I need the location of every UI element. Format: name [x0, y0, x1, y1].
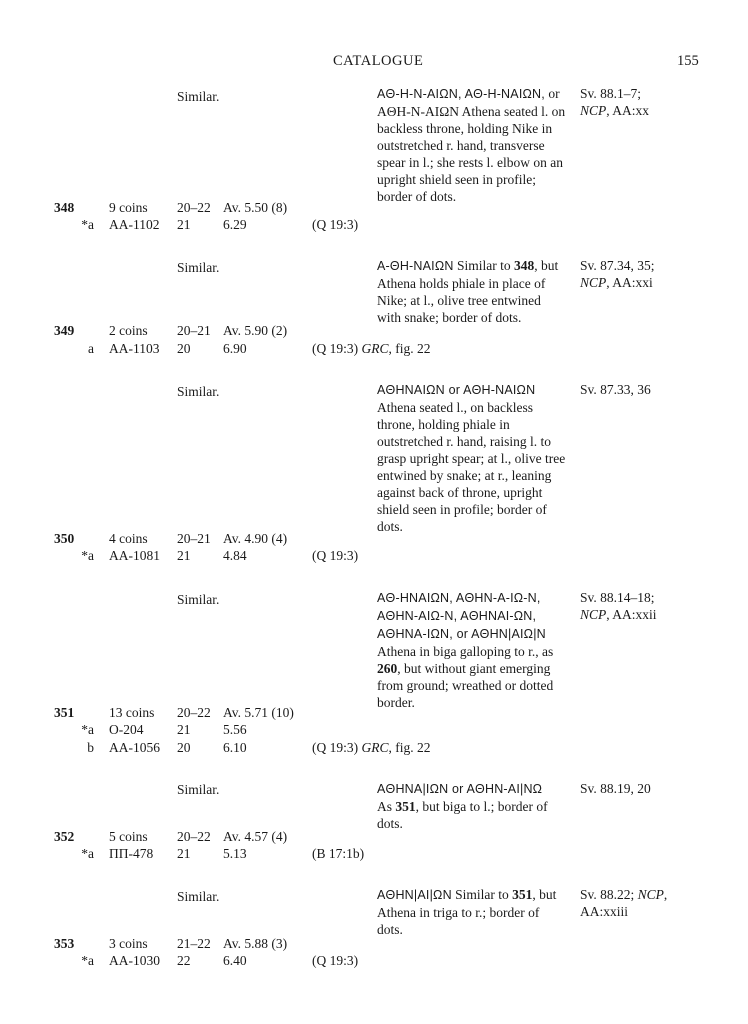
coin-count: 9 coins [109, 200, 148, 215]
plate-reference: (Q 19:3) [312, 548, 359, 563]
specimen-letter: *a [81, 953, 94, 968]
type-label: Similar. [177, 384, 220, 399]
specimen-weight: 6.40 [223, 953, 247, 968]
average-weight: Av. 4.57 (4) [223, 829, 288, 844]
plate-reference: (Q 19:3) [312, 953, 359, 968]
specimen-diameter: 21 [177, 846, 191, 861]
average-weight: Av. 5.71 (10) [223, 705, 294, 720]
specimen-weight: 4.84 [223, 548, 247, 563]
reference: Sv. 87.34, 35; NCP, AA:xxi [580, 258, 655, 290]
coin-count: 5 coins [109, 829, 148, 844]
specimen-diameter: 22 [177, 953, 191, 968]
average-weight: Av. 5.90 (2) [223, 323, 288, 338]
page-number: 155 [677, 53, 699, 69]
type-description: AΘHN|AI|ΩN Similar to 351, but Athena in triga to r.; border of dots. [377, 887, 557, 937]
coin-legend: AΘHNA|IΩN or AΘHN-AI|NΩ [377, 782, 543, 796]
description-text: or AΘH-N-AIΩN Athena seated l. on backless throne, holding Nike in outstretched r. hand, transverse spear in l.; she rests l. elbow on an upright shield seen in profile; border of dots. [377, 86, 566, 204]
coin-legend: AΘ-H-N-AIΩN, AΘ-H-NAIΩN, [377, 87, 545, 101]
specimen-weight: 6.29 [223, 217, 247, 232]
specimen-weight: 5.56 [223, 722, 247, 737]
coin-legend: AΘ-HNAIΩN, AΘHN-A-IΩ-N, AΘHN-AIΩ-N, AΘHNAI-ΩN, AΘHNA-IΩN, or AΘHN|AIΩ|N [377, 591, 546, 641]
type-description: A-ΘH-NAIΩN Similar to 348, but Athena holds phiale in place of Nike; at l., olive tree entwined with snake; border of dots. [377, 258, 559, 325]
catalogue-number: 349 [54, 323, 75, 338]
specimen-weight: 6.90 [223, 341, 247, 356]
coin-count: 2 coins [109, 323, 148, 338]
inventory-number: ΠΠ-478 [109, 846, 154, 861]
plate-reference: (Q 19:3) GRC, fig. 22 [312, 740, 431, 755]
inventory-number: AA-1081 [109, 548, 160, 563]
specimen-letter: *a [81, 846, 94, 861]
reference: Sv. 88.14–18; NCP, AA:xxii [580, 590, 657, 622]
type-label: Similar. [177, 260, 220, 275]
coin-legend: AΘHN|AI|ΩN [377, 888, 452, 902]
specimen-weight: 5.13 [223, 846, 247, 861]
type-description [377, 85, 567, 205]
type-description: AΘ-HNAIΩN, AΘHN-A-IΩ-N, AΘHN-AIΩ-N, AΘHNAI-ΩN, AΘHNA-IΩN, or AΘHN|AIΩ|N Athena in biga galloping to r., as 260, but without giant emerging from ground; wreathed or dotted border. [377, 591, 554, 710]
average-weight: Av. 5.50 (8) [223, 200, 288, 215]
type-description: AΘHNAIΩN or AΘH-NAIΩN Athena seated l., on backless throne, holding phiale in outstretched r. hand, raising l. to grasp upright spear; at l., olive tree entwined by snake; at r., leaning against back of throne, upright shield seen in profile; border of dots. [377, 383, 566, 534]
average-weight: Av. 5.88 (3) [223, 936, 288, 951]
inventory-number: AA-1103 [109, 341, 160, 356]
coin-legend: A-ΘH-NAIΩN [377, 259, 454, 273]
specimen-diameter: 21 [177, 217, 191, 232]
reference: Sv. 88.22; NCP, AA:xxiii [580, 887, 668, 919]
specimen-weight: 6.10 [223, 740, 247, 755]
type-label: Similar. [177, 782, 220, 797]
type-description: AΘHNA|IΩN or AΘHN-AI|NΩ As 351, but biga to l.; border of dots. [377, 782, 548, 831]
specimen-diameter: 21 [177, 722, 191, 737]
coin-count: 3 coins [109, 936, 148, 951]
catalogue-number: 348 [54, 200, 75, 215]
page-title: CATALOGUE [333, 53, 424, 69]
catalogue-number: 353 [54, 936, 75, 951]
type-label: Similar. [177, 889, 220, 904]
specimen-letter: b [87, 740, 94, 755]
catalogue-number: 351 [54, 705, 75, 720]
specimen-letter: a [88, 341, 94, 356]
catalogue-number: 350 [54, 531, 75, 546]
coin-count: 4 coins [109, 531, 148, 546]
diameter-range: 20–22 [177, 200, 211, 215]
coin-legend: AΘHNAIΩN or AΘH-NAIΩN [377, 383, 536, 397]
reference: Sv. 87.33, 36 [580, 382, 651, 397]
type-label: Similar. [177, 89, 220, 104]
plate-reference: (Q 19:3) [312, 217, 359, 232]
plate-reference: (B 17:1b) [312, 846, 365, 861]
reference: Sv. 88.19, 20 [580, 781, 651, 796]
diameter-range: 20–21 [177, 531, 211, 546]
inventory-number: AA-1030 [109, 953, 160, 968]
specimen-diameter: 20 [177, 740, 191, 755]
inventory-number: AA-1102 [109, 217, 160, 232]
specimen-diameter: 20 [177, 341, 191, 356]
diameter-range: 20–22 [177, 705, 211, 720]
catalogue-number: 352 [54, 829, 75, 844]
diameter-range: 20–21 [177, 323, 211, 338]
coin-count: 13 coins [109, 705, 155, 720]
specimen-letter: *a [81, 722, 94, 737]
type-label: Similar. [177, 592, 220, 607]
diameter-range: 20–22 [177, 829, 211, 844]
inventory-number: AA-1056 [109, 740, 160, 755]
plate-reference: (Q 19:3) GRC, fig. 22 [312, 341, 431, 356]
diameter-range: 21–22 [177, 936, 211, 951]
specimen-letter: *a [81, 548, 94, 563]
specimen-diameter: 21 [177, 548, 191, 563]
specimen-letter: *a [81, 217, 94, 232]
reference: Sv. 88.1–7; NCP, AA:xx [580, 86, 650, 118]
average-weight: Av. 4.90 (4) [223, 531, 288, 546]
inventory-number: O-204 [109, 722, 144, 737]
